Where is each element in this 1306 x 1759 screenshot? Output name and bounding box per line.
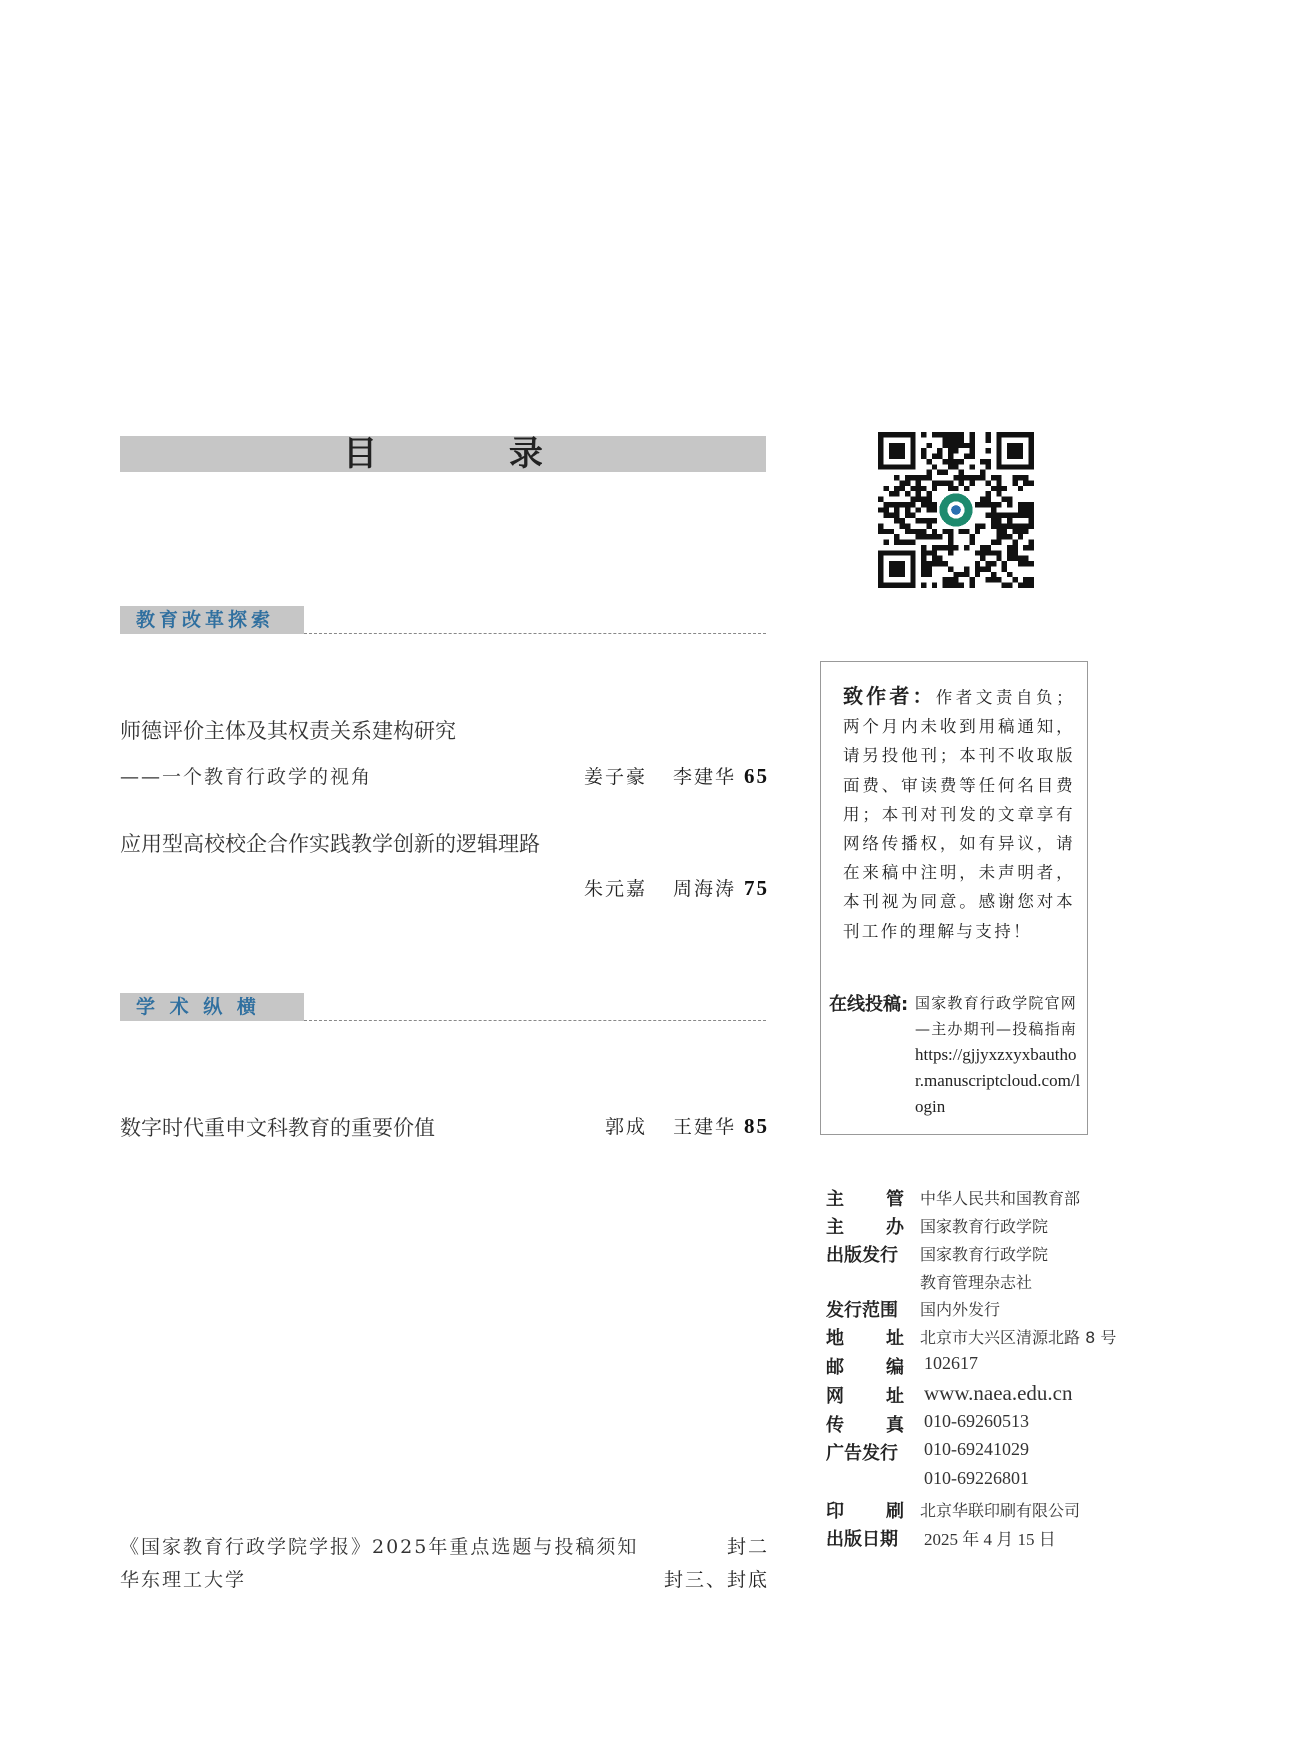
article-authors (584, 762, 769, 789)
page-number: 75 (744, 876, 769, 900)
info-value: 2025 年 4 月 15 日 (924, 1530, 1056, 1549)
qr-code-icon (878, 432, 1034, 588)
author-name: 李建华 (672, 766, 736, 788)
info-label: 地 址 (826, 1328, 904, 1349)
info-label: 主 办 (826, 1217, 904, 1238)
article-title-link[interactable]: 数字时代重申文科教育的重要价值 (120, 1116, 435, 1140)
bottom-entry-link[interactable]: 华东理工大学 (120, 1569, 247, 1591)
notice-label: 致作者： (843, 684, 936, 708)
bottom-entry-link[interactable]: 《国家教育行政学院学报》2025年重点选题与投稿须知 (120, 1536, 639, 1558)
article-subtitle: ——一个教育行政学的视角 (120, 766, 373, 788)
online-submission-path: 国家教育行政学院官网—主办期刊—投稿指南 (915, 994, 1078, 1038)
info-value: 教育管理杂志社 (920, 1273, 1033, 1292)
info-label: 主 管 (826, 1189, 904, 1210)
notice-text (843, 682, 1075, 946)
info-value: 北京华联印刷有限公司 (920, 1501, 1081, 1520)
notice-body: 作者文责自负；两个月内未收到用稿通知，请另投他刊；本刊不收取版面费、审读费等任何名目费用；本刊对刊发的文章享有网络传播权，如有异议，请在来稿中注明，未声明者，本刊视为同意。感谢您对本刊工作的理解与支持！ (843, 688, 1075, 941)
author-name: 郭成 (604, 1116, 647, 1138)
info-label: 邮 编 (826, 1357, 904, 1378)
section-title: 教育改革探索 (136, 609, 275, 631)
info-label: 网 址 (826, 1386, 904, 1407)
info-value: 010-69241029 (924, 1439, 1029, 1459)
info-value: 国内外发行 (920, 1300, 1001, 1319)
author-name: 周海涛 (672, 878, 736, 900)
info-value: 010-69260513 (924, 1411, 1029, 1431)
author-name: 姜子豪 (583, 766, 647, 788)
page-number: 85 (744, 1114, 769, 1138)
info-value: 国家教育行政学院 (920, 1245, 1049, 1264)
bottom-entry-page: 封三、封底 (663, 1569, 769, 1591)
info-value: 102617 (924, 1353, 978, 1373)
info-label: 发行范围 (826, 1300, 898, 1321)
article-authors (605, 1112, 769, 1139)
section-divider (304, 633, 766, 634)
online-submission-text (915, 990, 1085, 1120)
info-label: 出版日期 (826, 1529, 898, 1550)
page-number: 65 (744, 764, 769, 788)
article-authors (584, 874, 769, 901)
info-value: 中华人民共和国教育部 (920, 1189, 1081, 1208)
toc-title-bar (120, 436, 766, 472)
online-submission-label: 在线投稿: (829, 994, 909, 1015)
page-title: 目 录 (343, 434, 603, 474)
info-label: 传 真 (826, 1415, 904, 1436)
section-header-1 (120, 606, 304, 634)
article-title-link[interactable]: 应用型高校校企合作实践教学创新的逻辑理路 (120, 832, 540, 856)
section-title: 学 术 纵 横 (136, 996, 260, 1018)
notice-box (820, 661, 1088, 1135)
info-label: 出版发行 (826, 1245, 898, 1266)
info-label: 广告发行 (826, 1443, 898, 1464)
author-name: 王建华 (672, 1116, 736, 1138)
author-name: 朱元嘉 (583, 878, 647, 900)
info-value: 北京市大兴区清源北路 8 号 (920, 1328, 1117, 1347)
section-header-2 (120, 993, 304, 1021)
bottom-entry-page: 封二 (726, 1536, 769, 1558)
info-value: 国家教育行政学院 (920, 1217, 1049, 1236)
section-divider (304, 1020, 766, 1021)
article-title-link[interactable]: 师德评价主体及其权责关系建构研究 (120, 719, 456, 743)
info-label: 印 刷 (826, 1501, 904, 1522)
info-value: 010-69226801 (924, 1468, 1029, 1488)
website-link[interactable]: www.naea.edu.cn (924, 1381, 1073, 1405)
submission-url-link[interactable]: https://gjjyxzxyxbauthor.manuscriptcloud.com/login (915, 1045, 1081, 1116)
